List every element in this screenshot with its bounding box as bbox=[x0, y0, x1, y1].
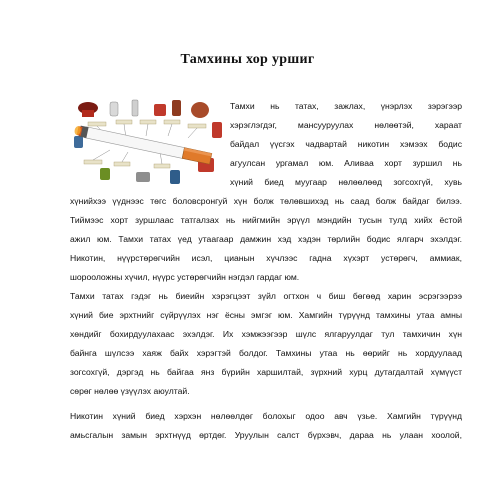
paragraph-line: хүнийхээ үүднээс төгс боловсронгуй хүн болж төлөвшихэд нь саад болж байдаг билээ. bbox=[70, 196, 462, 206]
paragraph-line: агуулсан ургамал юм. Аливаа хорт зуршил нь bbox=[230, 158, 462, 168]
paragraph-line: Тиймээс хорт зуршлаас татгалзах нь нийгмийн эрүүл мэндийн тусын тулд хийх ёстой bbox=[70, 215, 462, 225]
page-title: Тамхины хор уршиг bbox=[180, 52, 315, 67]
cigarette-icon bbox=[74, 125, 212, 165]
paragraph-line: ажил юм. Тамхи татах үед утаагаар дамжин хэд хэдэн төрлийн бодис ялгарч эхэлдэг. bbox=[70, 234, 462, 244]
paragraph-line: байнга шүлсээ хаяж байх хэрэгтэй болдог. Тамхины утаа нь өөрийг нь хордуулаад bbox=[70, 348, 462, 358]
paragraph-line: хэрэглэгдэг, мансууруулах нөлөөтэй, хараат bbox=[230, 120, 462, 130]
paragraph-line: Тамхи татах гэдэг нь биеийн хэрэгцээт зүйл огтхон ч биш бөгөөд харин эсрэгээрээ bbox=[70, 291, 462, 301]
paragraph-line: Тамхи нь татах, зажлах, үнэрлэх зэрэгээр bbox=[230, 101, 462, 111]
paragraph-line: хүний бие эрхтнийг сүйрүүлэх нэг ёсны эмгэг юм. Хамгийн түрүүнд тамхины утаа амны bbox=[70, 310, 462, 320]
paragraph-line: шорооложны хүчил, нүүрс устөрөгчийн нэгдэл гардаг юм. bbox=[70, 272, 300, 282]
paragraph-line: хөндийг бохирдуулахаас эхэлдэг. Их хэмжээгээр шүлс ялгаруулдаг тул тамхичин хүн bbox=[70, 329, 462, 339]
paragraph-line: Никотин хүний биед хэрхэн нөлөөлдөг болохыг одоо авч үзье. Хамгийн түрүүнд bbox=[70, 411, 462, 421]
paragraph-line: сөрөг нөлөө үзүүлэх аюултай. bbox=[70, 386, 190, 396]
paragraph-line: хүний биед муугаар нөлөөлөөд зогсохгүй, хувь bbox=[230, 177, 462, 187]
paragraph-line: амьсгалын замын эрхтнүүд өртдөг. Уруулын салст бүрхэвч, дараа нь улаан хоолой, bbox=[70, 430, 462, 440]
paragraph-line: байдал үүсгэх чадвартай никотин хэмээх бодис bbox=[230, 139, 462, 149]
cigarette-harmful-substances-illustration bbox=[70, 96, 225, 191]
paragraph-line: зогсохгүй, дэргэд нь байгаа янз бүрийн харшилтай, зүрхний хурц дутагдалтай хүмүүст bbox=[70, 367, 462, 377]
paragraph-line: Никотин, нүүрстөрөгчийн исэл, цианын хүчлээс гадна хүхэрт устөрөгч, аммиак, bbox=[70, 253, 462, 263]
